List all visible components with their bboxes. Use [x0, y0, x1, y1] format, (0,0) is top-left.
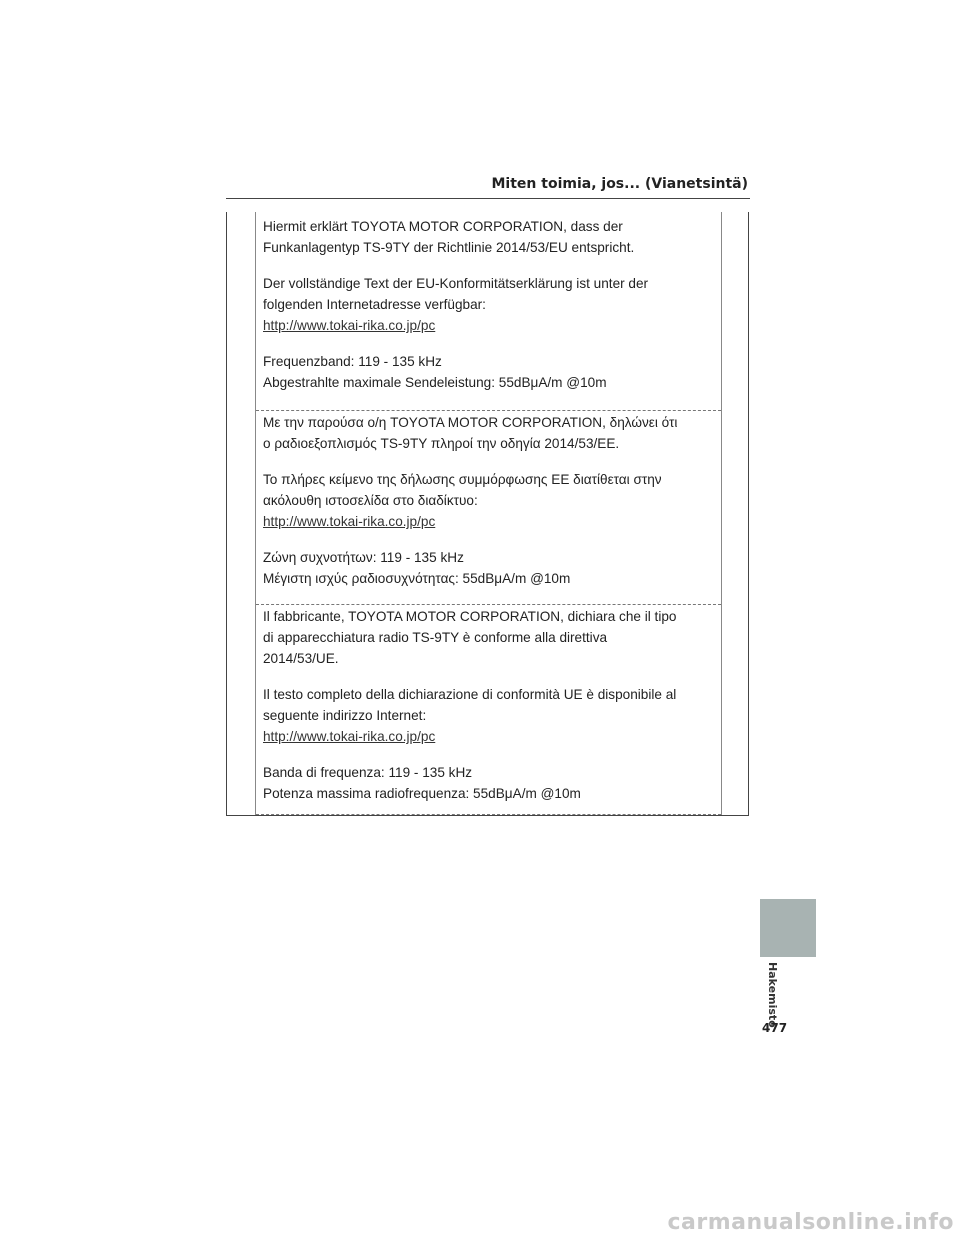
text-line: di apparecchiatura radio TS-9TY è conforme alla direttiva	[263, 630, 608, 645]
section-german	[256, 216, 721, 408]
link-paragraph	[263, 726, 699, 747]
frequency-paragraph	[263, 351, 699, 393]
text-line: Μέγιστη ισχύς ραδιοσυχνότητας: 55dBμA/m @10m	[263, 571, 571, 586]
frequency-paragraph	[263, 762, 699, 804]
section-divider	[256, 604, 721, 605]
section-italian	[256, 606, 721, 819]
declaration-paragraph	[263, 606, 699, 669]
chapter-tab-label: Hakemisto	[766, 962, 779, 1028]
declaration-link[interactable]: http://www.tokai-rika.co.jp/pc	[263, 318, 436, 333]
declaration-paragraph	[263, 412, 699, 454]
declaration-column	[255, 212, 722, 815]
availability-paragraph	[263, 684, 699, 726]
availability-paragraph	[263, 273, 699, 315]
text-line: Funkanlagentyp TS-9TY der Richtlinie 2014/53/EU entspricht.	[263, 240, 635, 255]
text-line: 2014/53/UE.	[263, 651, 339, 666]
text-line: Με την παρούσα ο/η TOYOTA MOTOR CORPORATION, δηλώνει ότι	[263, 415, 678, 430]
text-line: ο ραδιοεξοπλισμός TS-9TY πληροί την οδηγία 2014/53/ΕΕ.	[263, 436, 620, 451]
text-line: Potenza massima radiofrequenza: 55dBμA/m @10m	[263, 786, 581, 801]
availability-paragraph	[263, 469, 699, 511]
page-header-title: Miten toimia, jos... (Vianetsintä)	[491, 176, 748, 192]
page-number: 477	[762, 1021, 788, 1035]
text-line: Το πλήρες κείμενο της δήλωσης συμμόρφωσης ΕΕ διατίθεται στην	[263, 472, 662, 487]
frequency-paragraph	[263, 547, 699, 589]
text-line: seguente indirizzo Internet:	[263, 708, 427, 723]
section-divider	[256, 410, 721, 411]
link-paragraph	[263, 315, 699, 336]
watermark: carmanualsonline.info	[667, 1210, 954, 1235]
link-paragraph	[263, 511, 699, 532]
declaration-link[interactable]: http://www.tokai-rika.co.jp/pc	[263, 729, 436, 744]
declaration-paragraph	[263, 216, 699, 258]
text-line: Hiermit erklärt TOYOTA MOTOR CORPORATION, dass der	[263, 219, 623, 234]
declaration-frame	[226, 212, 749, 816]
section-greek	[256, 412, 721, 604]
text-line: Der vollständige Text der EU-Konformitätserklärung ist unter der	[263, 276, 649, 291]
header-rule	[226, 198, 750, 199]
text-line: Il testo completo della dichiarazione di conformità UE è disponibile al	[263, 687, 677, 702]
section-divider	[256, 814, 721, 815]
text-line: Frequenzband: 119 - 135 kHz	[263, 354, 442, 369]
chapter-tab[interactable]	[760, 899, 816, 957]
declaration-link[interactable]: http://www.tokai-rika.co.jp/pc	[263, 514, 436, 529]
text-line: Abgestrahlte maximale Sendeleistung: 55dBμA/m @10m	[263, 375, 607, 390]
text-line: Ζώνη συχνοτήτων: 119 - 135 kHz	[263, 550, 464, 565]
text-line: folgenden Internetadresse verfügbar:	[263, 297, 486, 312]
text-line: ακόλουθη ιστοσελίδα στο διαδίκτυο:	[263, 493, 478, 508]
text-line: Il fabbricante, TOYOTA MOTOR CORPORATION, dichiara che il tipo	[263, 609, 677, 624]
text-line: Banda di frequenza: 119 - 135 kHz	[263, 765, 473, 780]
